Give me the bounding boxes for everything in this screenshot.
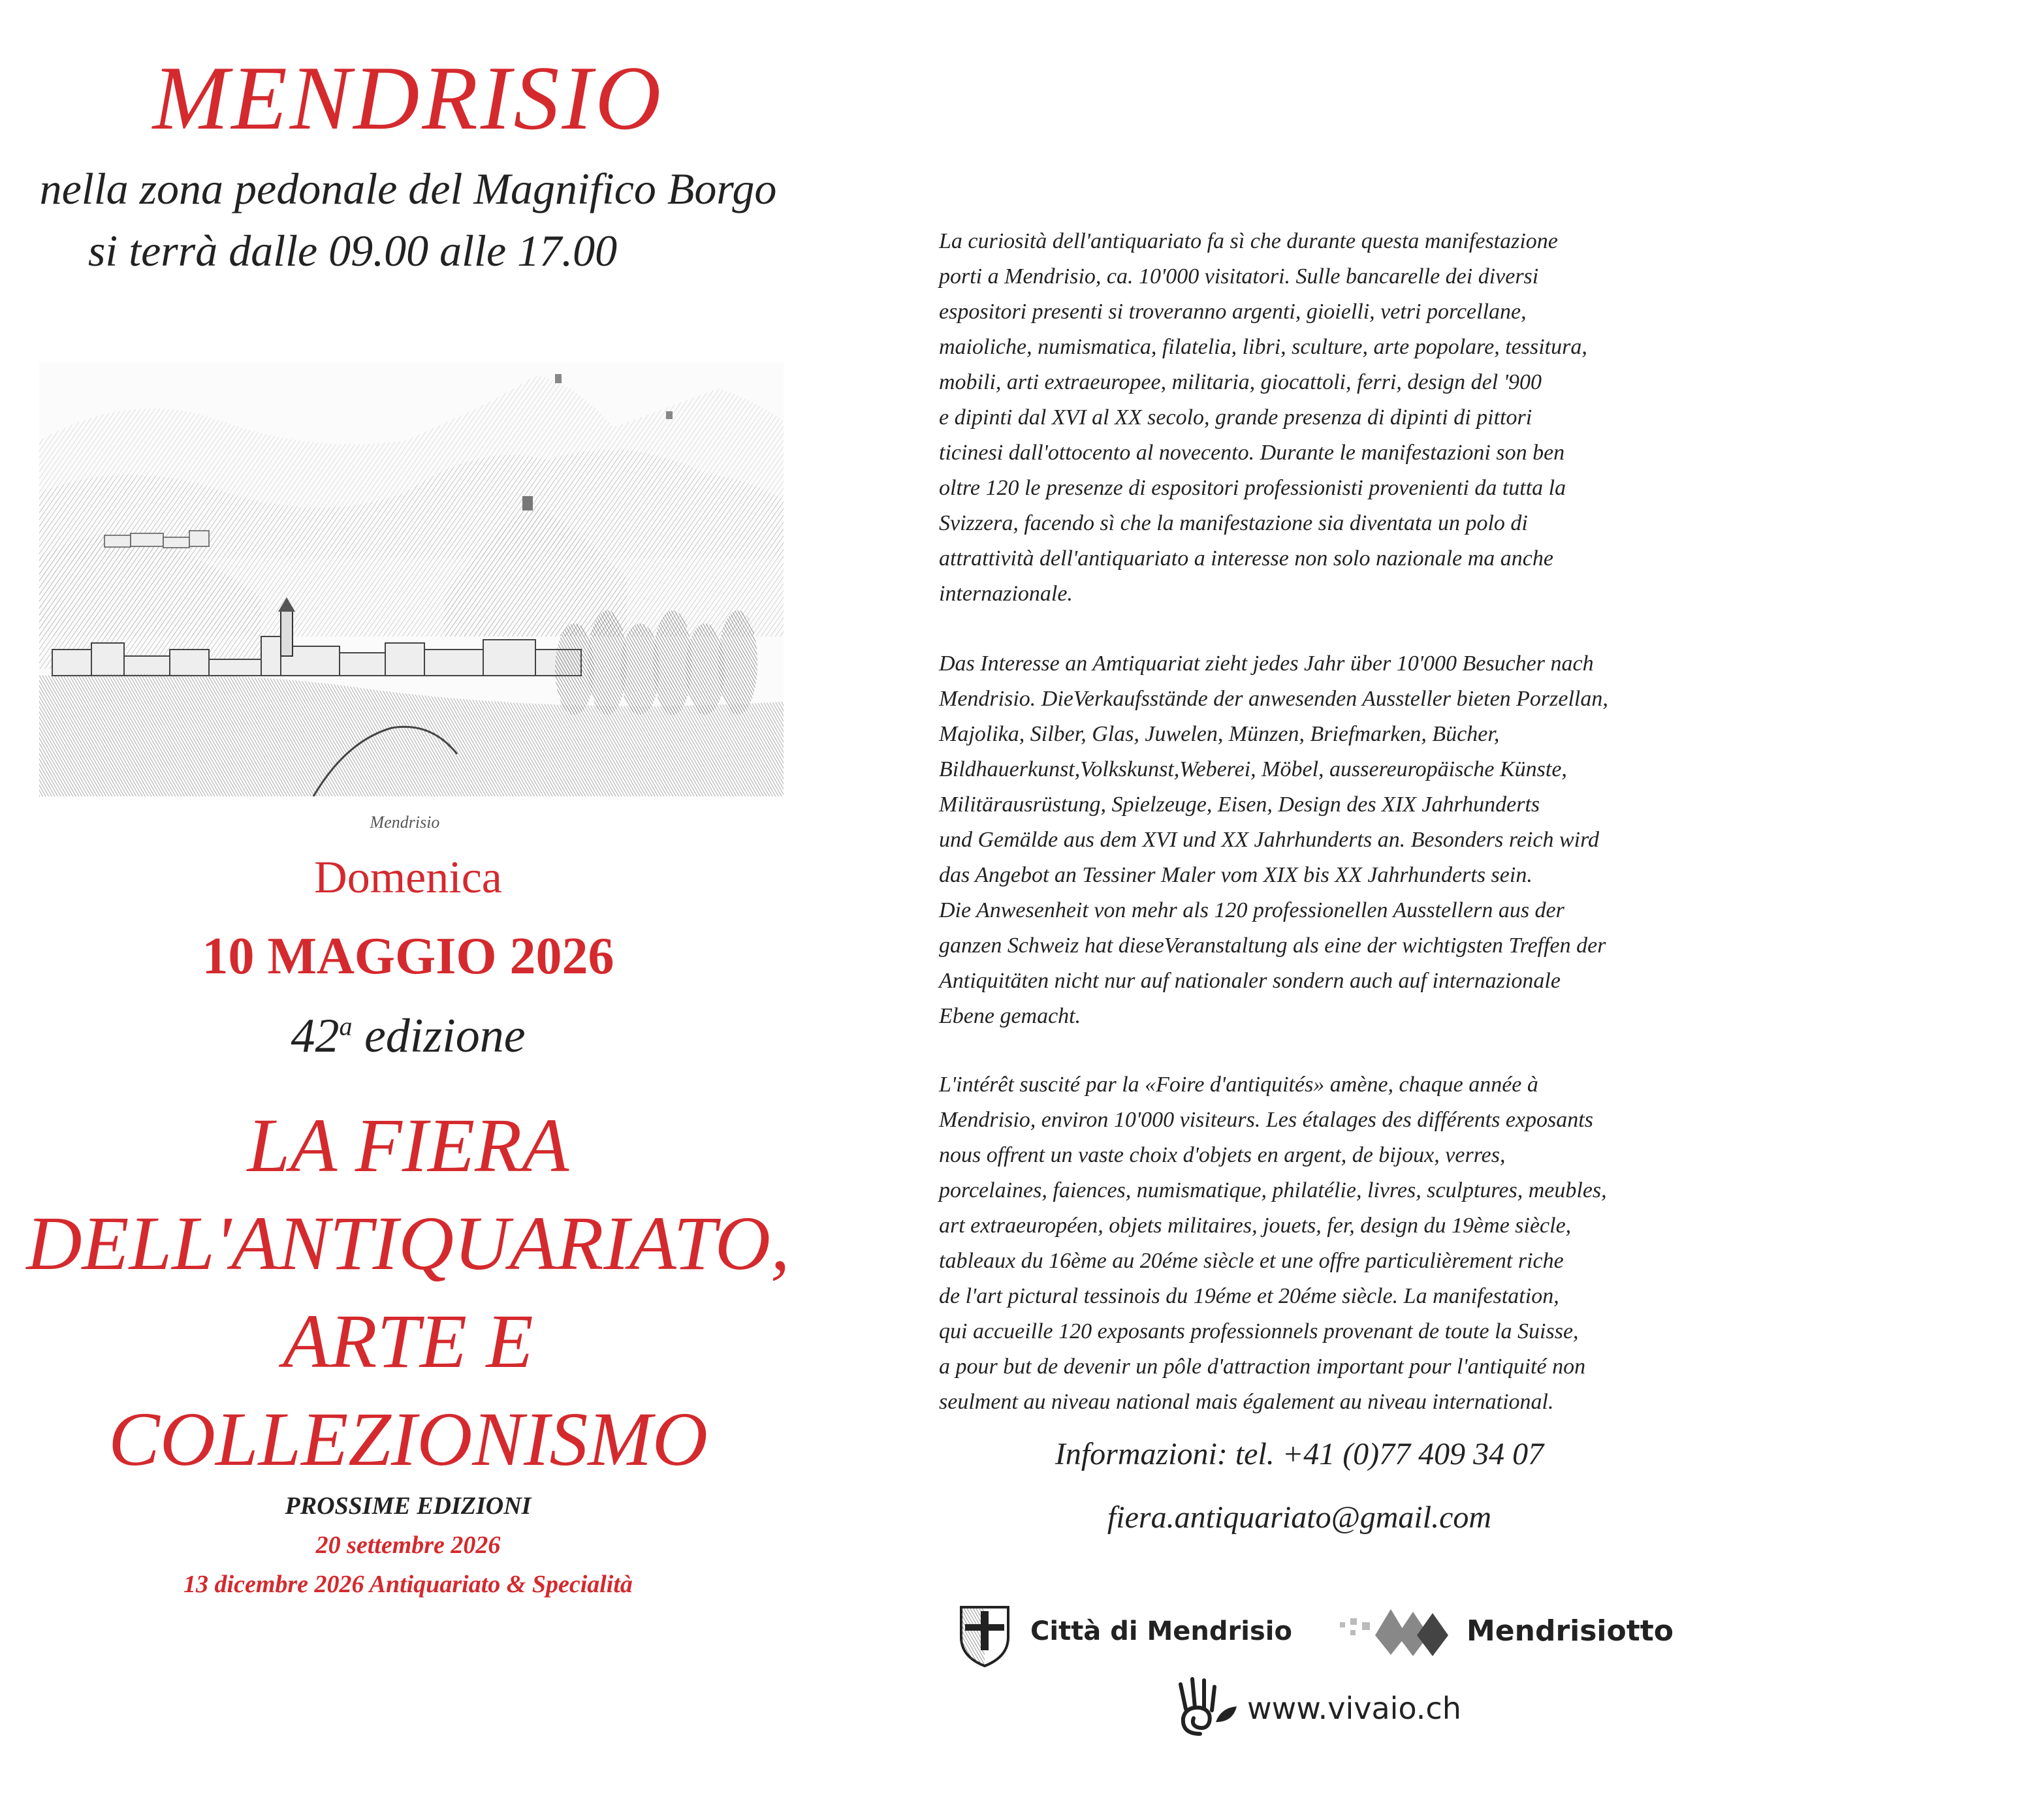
event-name-line: COLLEZIONISMO [108, 1396, 708, 1482]
text-line: de l'art pictural tessinois du 19éme et 20éme siècle. La manifestation, [939, 1284, 1559, 1308]
text-line: seulment au niveau national mais également au niveau international. [939, 1390, 1554, 1414]
text-line: a pour but de devenir un pôle d'attraction important pour l'antiquité non [939, 1355, 1586, 1379]
text-line: L'intérêt suscité par la «Foire d'antiquités» amène, chaque année à [939, 1073, 1538, 1097]
text-line: Antiquitäten nicht nur auf nationaler sondern auch auf internazionale [939, 969, 1561, 993]
text-line: tableaux du 16ème au 20éme siècle et une offre particulièrement riche [939, 1249, 1564, 1273]
text-line: Militärausrüstung, Spielzeuge, Eisen, Design des XIX Jahrhunderts [939, 792, 1540, 817]
text-line: oltre 120 le presenze di espositori professionisti provenienti da tutta la [939, 476, 1566, 500]
mendrisio-engraving-illustration [39, 362, 784, 796]
text-line: und Gemälde aus dem XVI und XX Jahrhunderts an. Besonders reich wird [939, 828, 1600, 852]
text-line: porti a Mendrisio, ca. 10'000 visitatori. Sulle bancarelle dei diversi [939, 264, 1539, 289]
text-line: Svizzera, facendo sì che la manifestazione sia diventata un polo di [939, 511, 1528, 535]
event-edition [0, 1009, 816, 1064]
text-line: Mendrisio, environ 10'000 visiteurs. Les étalages des différents exposants [939, 1108, 1593, 1132]
event-date: 10 MAGGIO 2026 [202, 928, 614, 985]
next-edition-date: 20 settembre 2026 [315, 1531, 501, 1559]
city-logo-label: Città di Mendrisio [1030, 1616, 1292, 1646]
edition-number: 42 [291, 1009, 340, 1063]
text-line: Das Interesse an Amtiquariat zieht jedes Jahr über 10'000 Besucher nach [939, 651, 1594, 676]
text-line: e dipinti dal XVI al XX secolo, grande presenza di dipinti di pittori [939, 405, 1532, 430]
text-line: espositori presenti si troveranno argenti, gioielli, vetri porcellane, [939, 300, 1527, 324]
event-name-line: LA FIERA [247, 1103, 569, 1188]
text-line: qui accueille 120 exposants professionnels provenant de toute la Suisse, [939, 1319, 1579, 1343]
mendrisiotto-logo [1339, 1596, 1691, 1668]
text-line: ganzen Schweiz hat dieseVeranstaltung als eine der wichtigsten Treffen der [939, 934, 1606, 958]
edition-label: edizione [364, 1009, 526, 1063]
contact-email[interactable]: fiera.antiquariato@gmail.com [1107, 1500, 1492, 1535]
shield-icon [959, 1605, 1011, 1667]
contact-phone: Informazioni: tel. +41 (0)77 409 34 07 [1055, 1437, 1544, 1471]
page-title: MENDRISIO [152, 48, 664, 149]
text-line: ticinesi dall'ottocento al novecento. Durante le manifestazioni son ben [939, 441, 1565, 465]
text-line: art extraeuropéen, objets militaires, jouets, fer, design du 19ème siècle, [939, 1214, 1572, 1238]
next-edition-date: 13 dicembre 2026 Antiquariato & Specialità [183, 1571, 633, 1598]
hand-leaf-icon [1169, 1671, 1241, 1749]
event-name-line: ARTE E [283, 1298, 533, 1384]
text-line: Die Anwesenheit von mehr als 120 professionellen Ausstellern aus der [939, 898, 1564, 922]
edition-suffix: a [339, 1011, 353, 1041]
text-line: maioliche, numismatica, filatelia, libri, sculture, arte popolare, tessitura, [939, 335, 1587, 359]
text-line: La curiosità dell'antiquariato fa sì che durante questa manifestazione [939, 229, 1558, 253]
text-line: Bildhauerkunst,Volkskunst,Weberei, Möbel, aussereuropäische Künste, [939, 757, 1567, 781]
vivaio-website-link[interactable]: www.vivaio.ch [1247, 1691, 1461, 1726]
description-french [939, 1067, 1749, 1420]
description-italian [939, 224, 1749, 612]
text-line: mobili, arti extraeuropee, militaria, giocattoli, ferri, design del '900 [939, 370, 1542, 394]
mendrisiotto-mark-icon [1339, 1596, 1456, 1668]
text-line: das Angebot an Tessiner Maler vom XIX bis XX Jahrhunderts sein. [939, 863, 1532, 887]
text-line: Ebene gemacht. [939, 1004, 1081, 1028]
event-day: Domenica [314, 853, 502, 903]
engraving-caption: Mendrisio [370, 813, 440, 832]
vivaio-logo [1169, 1671, 1495, 1749]
description-german [939, 646, 1749, 1034]
event-name-line: DELL'ANTIQUARIATO, [26, 1200, 790, 1286]
location-line: nella zona pedonale del Magnifico Borgo [39, 164, 777, 213]
text-line: internazionale. [939, 582, 1073, 606]
mendrisiotto-label: Mendrisiotto [1467, 1614, 1674, 1648]
text-line: Mendrisio. DieVerkaufsstände der anwesenden Aussteller bieten Porzellan, [939, 687, 1608, 711]
text-line: attrattività dell'antiquariato a interesse non solo nazionale ma anche [939, 546, 1553, 571]
next-editions-heading: PROSSIME EDIZIONI [285, 1492, 532, 1520]
event-name [0, 1097, 816, 1488]
text-line: porcelaines, faiences, numismatique, philatélie, livres, sculptures, meubles, [939, 1178, 1607, 1202]
text-line: Majolika, Silber, Glas, Juwelen, Münzen, Briefmarken, Bücher, [939, 722, 1500, 746]
hours-line: si terrà dalle 09.00 alle 17.00 [87, 226, 618, 275]
citta-di-mendrisio-logo [959, 1605, 1298, 1670]
text-line: nous offrent un vaste choix d'objets en argent, de bijoux, verres, [939, 1143, 1506, 1167]
